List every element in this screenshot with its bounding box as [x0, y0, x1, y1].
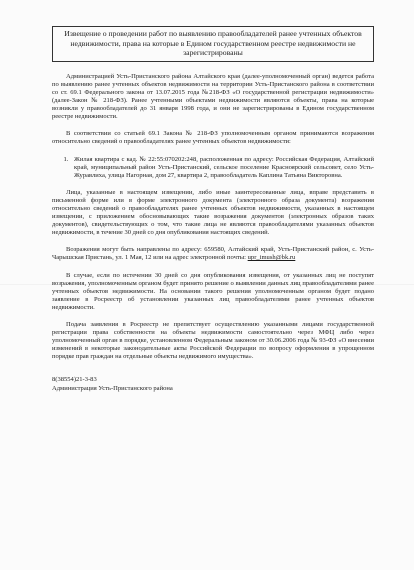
- paper-fold-line: [0, 284, 414, 285]
- address-text: Возражения могут быть направлены по адресу: 659580, Алтайский край, Усть-Пристанский район, с. Усть-Чарышская Пристань, ул. 1 Мая, 12 или на адрес электронной почты:: [52, 246, 374, 262]
- paragraph-rights: Лица, указанные в настоящем извещении, либо иные заинтересованные лица, вправе представить в письменной форме или в форме электронного документа (электронного образа документа) возражения относительно сведений о правообладателях ранее учтенных объектов недвижимости, указанных в настоящем извещении, с приложением обосновывающих такие возражения документов (электронных образов таких документов), свидетельствующих о том, что такие лица не являются правообладателями указанных объектов недвижимости, в течение 30 дней со дня опубликования настоящих сведений.: [52, 188, 374, 237]
- objects-list: [52, 156, 374, 180]
- paragraph-objections: В соответствии со статьей 69.1 Закона № 218-ФЗ уполномоченным органом принимаются возражения относительно сведений о правообладателях ранее учтенных объектов недвижимости:: [52, 130, 374, 146]
- paragraph-intro: Администрацией Усть-Пристанского района Алтайского края (далее-уполномоченный орган) ведется работа по выявлению ранее учтенных объектов недвижимости на территории Усть-Пристанского района в соответствии со ст. 69.1 Федерального закона от 13.07.2015 года №218-ФЗ «О государственной регистрации недвижимости» (далее-Закон № 218-ФЗ). Ранее учтенными объектами недвижимости являются объекты, права на которые возникли у правообладателей до 31 января 1998 года, и они не зарегистрированы в Едином государственном реестре недвижимости.: [52, 72, 374, 121]
- notice-title: Извещение о проведении работ по выявлению правообладателей ранее учтенных объектов недвижимости, права на которые в Едином государственном реестре недвижимости не зарегистрированы: [52, 26, 374, 62]
- paragraph-decision: В случае, если по истечении 30 дней со дня опубликования извещения, от указанных лиц не поступят возражения, уполномоченным органом будет принято решение о выявлении данных лиц правообладателями ранее учтенных объектов недвижимости. На основании такого решения уполномоченным органом будет подано заявление в Росреестр об установлении указанных лиц правообладателями ранее учтенных объектов недвижимости.: [52, 271, 374, 311]
- phone-number: 8(38554)21-3-83: [52, 375, 97, 383]
- list-item: 1. Жилая квартира с кад. № 22:55:070202:248, расположенная по адресу: Российская Федерация, Алтайский край, муниципальный район Усть-Пристанский, сельское поселение Красноярский сельсовет, село Усть-Журавлиха, улица Нагорная, дом 27, квартира 2, правообладатель Каплина Татьяна Викторовна.: [70, 156, 374, 180]
- signature: Администрация Усть-Пристанского района: [52, 384, 173, 392]
- paragraph-registration: Подача заявления в Росреестр не препятствует осуществлению указанными лицами государственной регистрации права собственности на объекты недвижимости самостоятельно через МФЦ либо через уполномоченный орган в порядке, установленном Федеральным законом от 30.06.2006 года № 93-ФЗ «О внесении изменений в некоторые законодательные акты Российской Федерации по вопросу оформления в упрощенном порядке прав граждан на отдельные объекты недвижимого имущества».: [52, 321, 374, 361]
- paragraph-address: [52, 246, 374, 262]
- email-link[interactable]: upr_imush@bk.ru: [247, 254, 296, 262]
